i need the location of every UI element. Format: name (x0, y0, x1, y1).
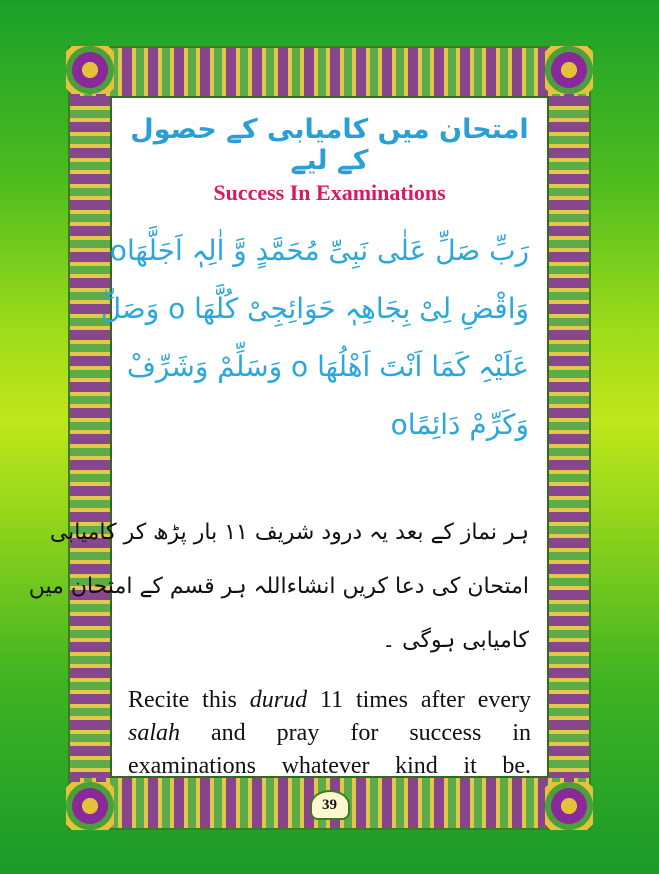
urdu-line: ہر نماز کے بعد یہ درود شریف ۱۱ بار پڑھ کر کامیابی (49, 520, 529, 545)
english-text: 11 times after every (307, 687, 531, 713)
urdu-line: کامیابی ہوگی ۔ (382, 628, 529, 653)
urdu-title: امتحان میں کامیابی کے حصول کے لیے (130, 114, 529, 176)
arabic-line: وَکَرِّمْ دَائِمًاo (390, 408, 529, 441)
content-panel (28, 96, 549, 779)
english-instructions (128, 684, 531, 783)
urdu-instructions (28, 506, 529, 668)
arabic-line: رَبِّ صَلِّ عَلٰی نَبِیِّ مُحَمَّدٍ وَّ اٰلِہٖ اَجَلَّھَاo (109, 234, 529, 267)
page-number: 39 (310, 790, 350, 820)
english-text: and pray for success in (180, 720, 531, 746)
english-italic-term: salah (128, 720, 181, 746)
english-line (128, 717, 531, 750)
arabic-line: عَلَیْہِ کَمَا اَنْتَ اَھْلُھَا o وَسَلِّمْ وَشَرِّفْ (126, 350, 529, 383)
english-line: examinations whatever kind it be. (128, 753, 531, 779)
english-italic-term: durud (249, 687, 308, 713)
english-line (128, 684, 531, 717)
page-frame (28, 46, 591, 830)
arabic-line: وَاقْضِ لِیْ بِجَاھِہٖ حَوَائِجِیْ کُلَّھَا o وَصَلِّ (100, 292, 529, 325)
corner-ornament-bottom-left (66, 782, 114, 830)
arabic-durud (100, 222, 529, 454)
corner-ornament-bottom-right (545, 782, 593, 830)
english-title: Success In Examinations (213, 180, 446, 205)
decorative-border-left (70, 96, 110, 778)
corner-ornament-top-left (66, 46, 114, 94)
decorative-border-top (70, 48, 589, 96)
decorative-border-right (549, 96, 589, 778)
corner-ornament-top-right (545, 46, 593, 94)
urdu-line: امتحان کی دعا کریں انشاءاللہ ہر قسم کے امتحان میں (28, 574, 529, 599)
english-text: Recite this (128, 687, 250, 713)
